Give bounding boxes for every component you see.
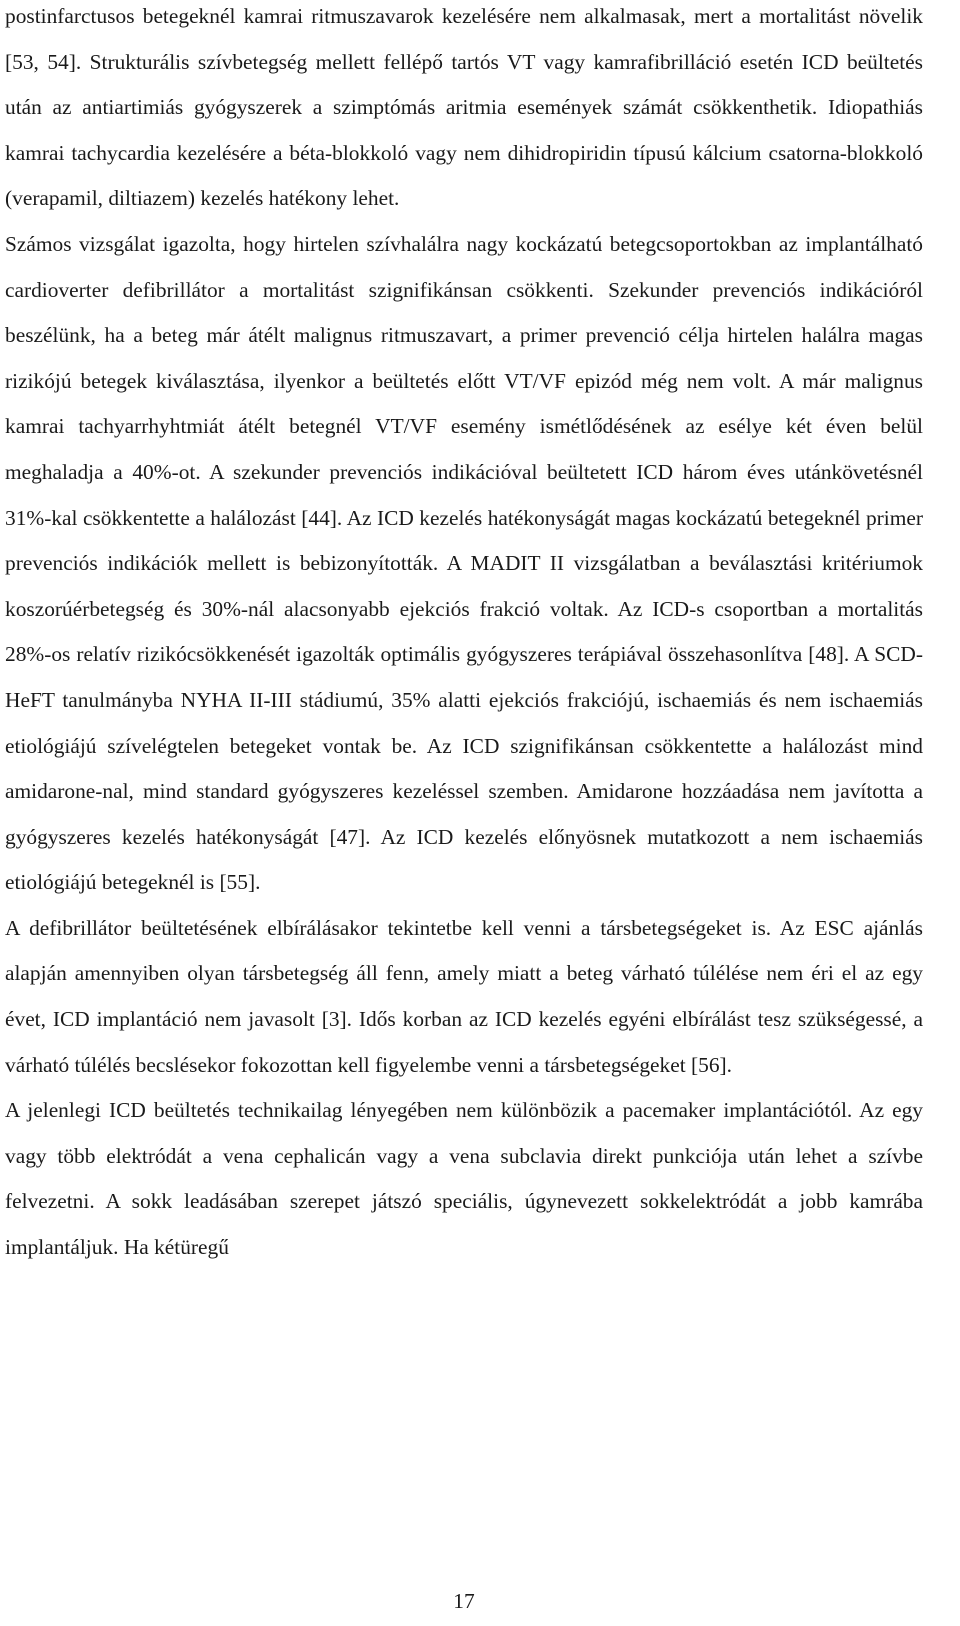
paragraph-2: Számos vizsgálat igazolta, hogy hirtelen szívhalálra nagy kockázatú betegcsoportokban az implantálható cardioverter defibrillátor a mortalitást szignifikánsan csökkenti. Szekunder prevenciós indikációról beszélünk, ha a beteg már átélt malignus ritmuszavart, a primer prevenció célja hirtelen halálra magas rizikójú betegek kiválasztása, ilyenkor a beültetés előtt VT/VF epizód még nem volt. A már malignus kamrai tachyarrhyhtmiát átélt betegnél VT/VF esemény ismétlődésének az esélye két éven belül meghaladja a 40%-ot. A szekunder prevenciós indikációval beültetett ICD három éves utánkövetésnél 31%-kal csökkentette a halálozást [44]. Az ICD kezelés hatékonyságát magas kockázatú betegeknél primer prevenciós indikációk mellett is bebizonyították. A MADIT II vizsgálatban a beválasztási kritériumok koszorúérbetegség és 30%-nál alacsonyabb ejekciós frakció voltak. Az ICD-s csoportban a mortalitás 28%-os relatív rizikócsökkenését igazolták optimális gyógyszeres terápiával összehasonlítva [48]. A SCD-HeFT tanulmányba NYHA II-III stádiumú, 35% alatti ejekciós frakciójú, ischaemiás és nem ischaemiás etiológiájú szívelégtelen betegeket vontak be. Az ICD szignifikánsan csökkentette a halálozást mind amidarone-nal, mind standard gyógyszeres kezeléssel szemben. Amidarone hozzáadása nem javította a gyógyszeres kezelés hatékonyságát [47]. Az ICD kezelés előnyösnek mutatkozott a nem ischaemiás etiológiájú betegeknél is [55]. — [5, 231, 923, 895]
document-body — [5, 0, 923, 1271]
paragraph-4: A jelenlegi ICD beültetés technikailag lényegében nem különbözik a pacemaker implantációtól. Az egy vagy több elektródát a vena cephalicán vagy a vena subclavia direkt punkciója után lehet a szívbe felvezetni. A sokk leadásában szerepet játszó speciális, úgynevezett sokkelektródát a jobb kamrába implantáljuk. Ha kétüregű — [5, 1098, 923, 1260]
page-number: 17 — [453, 1589, 475, 1613]
paragraph-3: A defibrillátor beültetésének elbírálásakor tekintetbe kell venni a társbetegségeket is. Az ESC ajánlás alapján amennyiben olyan társbetegség áll fenn, amely miatt a beteg várható túlélése nem éri el az egy évet, ICD implantáció nem javasolt [3]. Idős korban az ICD kezelés egyéni elbírálást tesz szükségessé, a várható túlélés becslésekor fokozottan kell figyelembe venni a társbetegségeket [56]. — [5, 915, 923, 1077]
paragraph-1: postinfarctusos betegeknél kamrai ritmuszavarok kezelésére nem alkalmasak, mert a mortalitást növelik [53, 54]. Strukturális szívbetegség mellett fellépő tartós VT vagy kamrafibrilláció esetén ICD beültetés után az antiartimiás gyógyszerek a szimptómás aritmia események számát csökkenthetik. Idiopathiás kamrai tachycardia kezelésére a béta-blokkoló vagy nem dihidropiridin típusú kálcium csatorna-blokkoló (verapamil, diltiazem) kezelés hatékony lehet. — [5, 4, 923, 211]
